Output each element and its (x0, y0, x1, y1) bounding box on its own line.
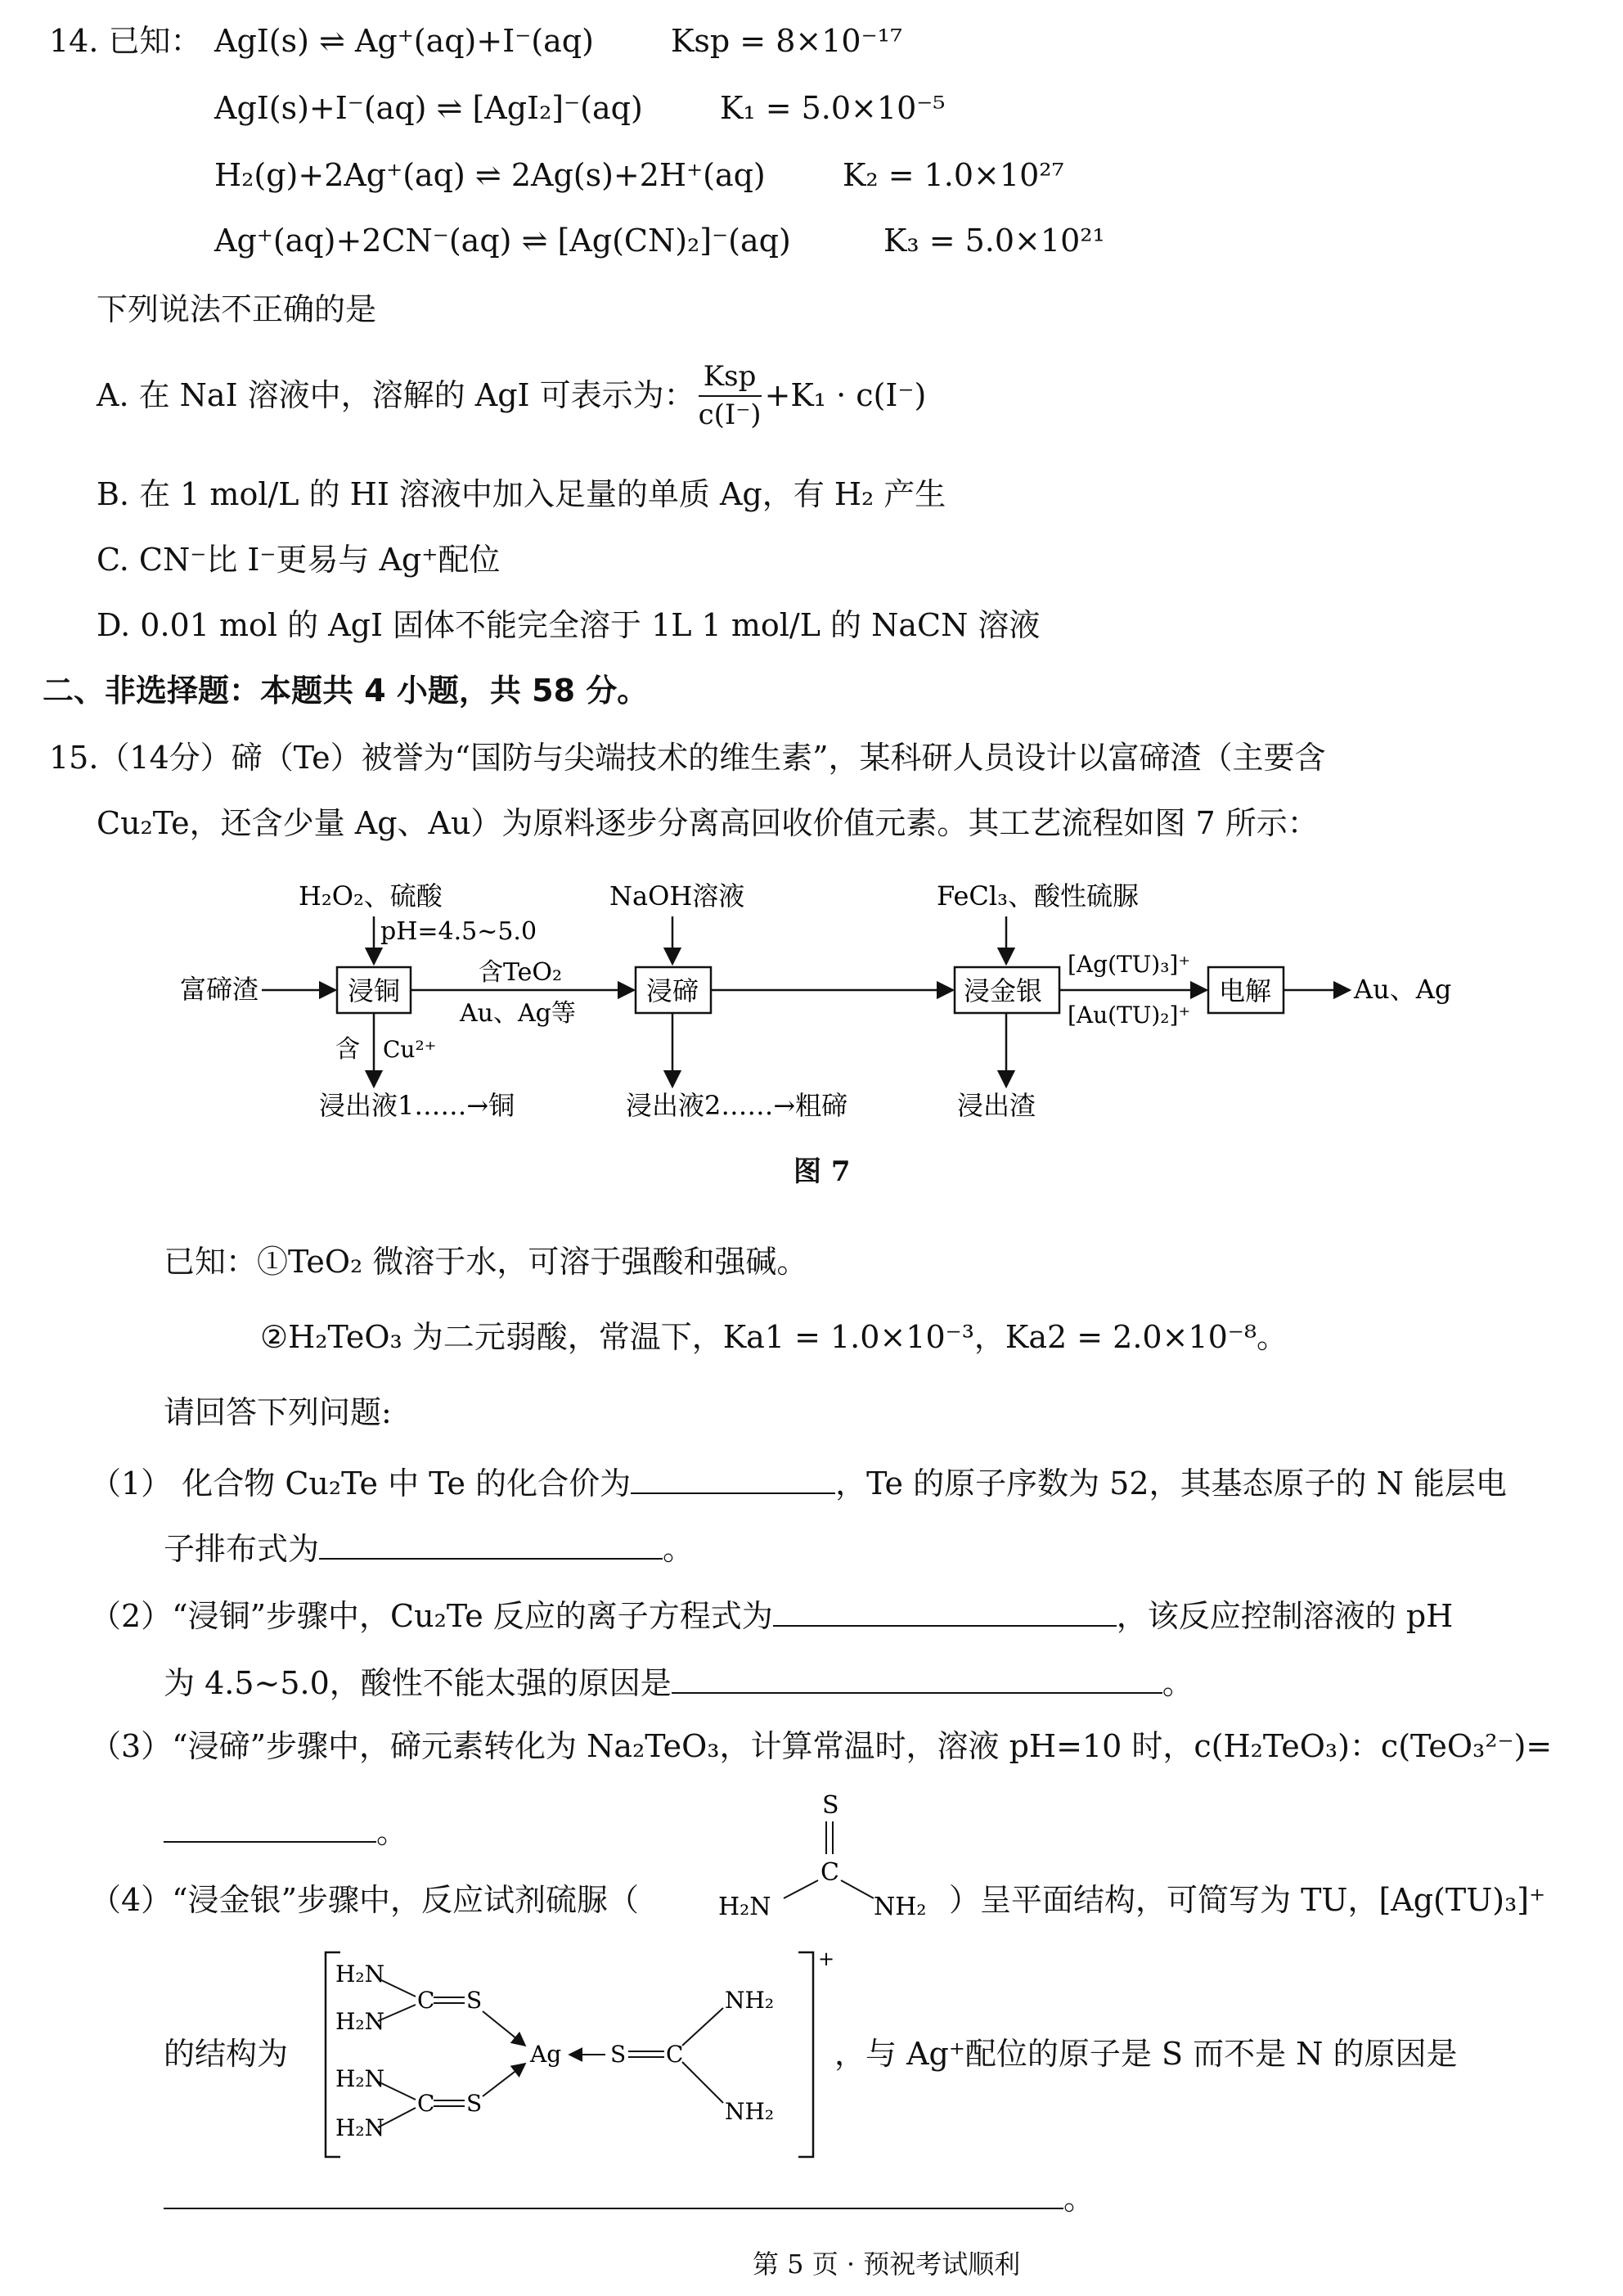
box-au-ag-leach-label: 浸金银 (964, 975, 1043, 1006)
part4-reason-prompt: ，与 Ag⁺配位的原子是 S 而不是 N 的原因是 (834, 2036, 1458, 2072)
ag-tu3-complex-structure (319, 1946, 835, 2163)
answer-blank-1a[interactable] (631, 1461, 835, 1494)
part1-line1: （1） 化合物 Cu₂Te 中 Te 的化合价为 ，Te 的原子序数为 52，其基态原子的 N 能层电 (90, 1461, 1507, 1503)
cu-ion: Cu²⁺ (383, 1036, 437, 1063)
q14-eq3: H₂(g)+2Ag⁺(aq) ⇌ 2Ag(s)+2H⁺(aq) (214, 157, 766, 193)
ag-center: Ag (530, 2041, 562, 2068)
q14-option-a (97, 360, 926, 432)
q14-stem: 下列说法不正确的是 (97, 291, 377, 327)
s-lower: S (466, 2090, 483, 2117)
part2-line2: 为 4.5~5.0，酸性不能太强的原因是 。 (164, 1661, 1194, 1703)
figure-caption: 图 7 (794, 1155, 851, 1188)
prompt: 请回答下列问题: (164, 1394, 392, 1430)
answer-blank-2a[interactable] (773, 1594, 1117, 1627)
tu-h2n: H₂N (718, 1893, 771, 1921)
tu-s-atom: S (822, 1791, 839, 1820)
output-leachate1: 浸出液1……→铜 (319, 1090, 515, 1121)
intermediate-bottom: Au、Ag等 (460, 999, 576, 1028)
page-footer: 第 5 页 · 预祝考试顺利 (753, 2249, 1021, 2280)
complex-ag: [Ag(TU)₃]⁺ (1068, 951, 1191, 978)
q14-option-b: B. 在 1 mol/L 的 HI 溶液中加入足量的单质 Ag，有 H₂ 产生 (97, 476, 946, 512)
box-electrolysis-label: 电解 (1219, 975, 1272, 1006)
q14-eq1: AgI(s) ⇌ Ag⁺(aq)+I⁻(aq) (214, 23, 594, 59)
tu-c-atom: C (820, 1858, 839, 1887)
q14-eq4: Ag⁺(aq)+2CN⁻(aq) ⇌ [Ag(CN)₂]⁻(aq) (214, 223, 791, 259)
option-a-suffix: +K₁ · c(I⁻) (764, 377, 927, 413)
q14-k2: K₁ = 5.0×10⁻⁵ (720, 90, 946, 126)
thiourea-structure (710, 1784, 947, 1927)
c-right: C (666, 2041, 684, 2068)
h2n-upper-2: H₂N (335, 2008, 385, 2035)
cu-label: 含 (335, 1035, 360, 1064)
q15-intro-line1: 15.（14分）碲（Te）被誉为“国防与尖端技术的维生素”，某科研人员设计以富碲渣（主要含 (49, 740, 1326, 776)
known-1: 已知：①TeO₂ 微溶于水，可溶于强酸和强碱。 (164, 1244, 808, 1280)
intermediate-top: 含TeO₂ (479, 958, 563, 987)
complex-au: [Au(TU)₂]⁺ (1068, 1002, 1191, 1029)
nh2-right-1: NH₂ (725, 1987, 775, 2014)
tu-nh2: NH₂ (874, 1893, 927, 1921)
part4-tail: ）呈平面结构，可简写为 TU，[Ag(TU)₃]⁺ (949, 1882, 1546, 1918)
part3-line1: （3）“浸碲”步骤中，碲元素转化为 Na₂TeO₃，计算常温时，溶液 pH=10 时，c(H₂TeO₃)：c(TeO₃²⁻)= (90, 1728, 1553, 1764)
answer-blank-1b[interactable] (319, 1527, 663, 1560)
q14-eq2: AgI(s)+I⁻(aq) ⇌ [AgI₂]⁻(aq) (214, 90, 643, 126)
section-heading: 二、非选择题：本题共 4 小题，共 58 分。 (43, 673, 649, 709)
h2n-lower-2: H₂N (335, 2114, 385, 2141)
answer-blank-3[interactable] (164, 1810, 376, 1843)
q14-k1: Ksp = 8×10⁻¹⁷ (671, 23, 903, 59)
h2n-upper-1: H₂N (335, 1961, 385, 1988)
option-a-fraction: $\frac{\text{Ksp}}{c(I^-)}$ (698, 360, 762, 431)
q15-intro-line2: Cu₂Te，还含少量 Ag、Au）为原料逐步分离高回收价值元素。其工艺流程如图 7 所示： (97, 805, 1319, 841)
ph-label: pH=4.5~5.0 (380, 917, 537, 946)
option-a-text: A. 在 NaI 溶液中，溶解的 AgI 可表示为： (97, 377, 695, 413)
answer-blank-2b[interactable] (672, 1661, 1162, 1694)
reagent-naoh: NaOH溶液 (609, 880, 745, 912)
h2n-lower-1: H₂N (335, 2065, 385, 2092)
box-te-leach-label: 浸碲 (646, 975, 699, 1006)
c-upper: C (417, 1987, 435, 2014)
part3-line2: 。 (164, 1810, 407, 1852)
q14-option-d: D. 0.01 mol 的 AgI 固体不能完全溶于 1L 1 mol/L 的 NaCN 溶液 (97, 607, 1041, 643)
part2-line1: （2）“浸铜”步骤中，Cu₂Te 反应的离子方程式为 ，该反应控制溶液的 pH (90, 1594, 1453, 1636)
output-residue: 浸出渣 (957, 1090, 1036, 1121)
s-upper: S (466, 1987, 483, 2014)
nh2-right-2: NH₂ (725, 2098, 775, 2125)
q14-option-c: C. CN⁻比 I⁻更易与 Ag⁺配位 (97, 542, 501, 578)
s-right: S (610, 2041, 627, 2068)
process-flow-diagram (180, 867, 1456, 1146)
known-2: ②H₂TeO₃ 为二元弱酸，常温下，Ka1 = 1.0×10⁻³，Ka2 = 2.0×10⁻⁸。 (260, 1319, 1288, 1355)
part4-answer-line: 。 (164, 2177, 1095, 2218)
box-copper-leach-label: 浸铜 (348, 975, 401, 1006)
output-leachate2: 浸出液2……→粗碲 (626, 1090, 848, 1121)
part4-structure-lead: 的结构为 (164, 2036, 289, 2072)
final-product: Au、Ag (1354, 974, 1452, 1005)
start-material: 富碲渣 (180, 974, 259, 1005)
reagent-fecl3: FeCl₃、酸性硫脲 (937, 880, 1139, 912)
complex-charge: + (818, 1947, 835, 1970)
q14-k3: K₂ = 1.0×10²⁷ (843, 157, 1064, 193)
answer-blank-4[interactable] (164, 2177, 1063, 2209)
q14-k4: K₃ = 5.0×10²¹ (883, 223, 1105, 259)
c-lower: C (417, 2090, 435, 2117)
q14-number: 14. 已知： (49, 23, 202, 59)
part1-line2: 子排布式为 。 (164, 1527, 694, 1569)
part4-lead: （4）“浸金银”步骤中，反应试剂硫脲（ (90, 1882, 640, 1918)
reagent-h2o2: H₂O₂、硫酸 (299, 880, 443, 912)
